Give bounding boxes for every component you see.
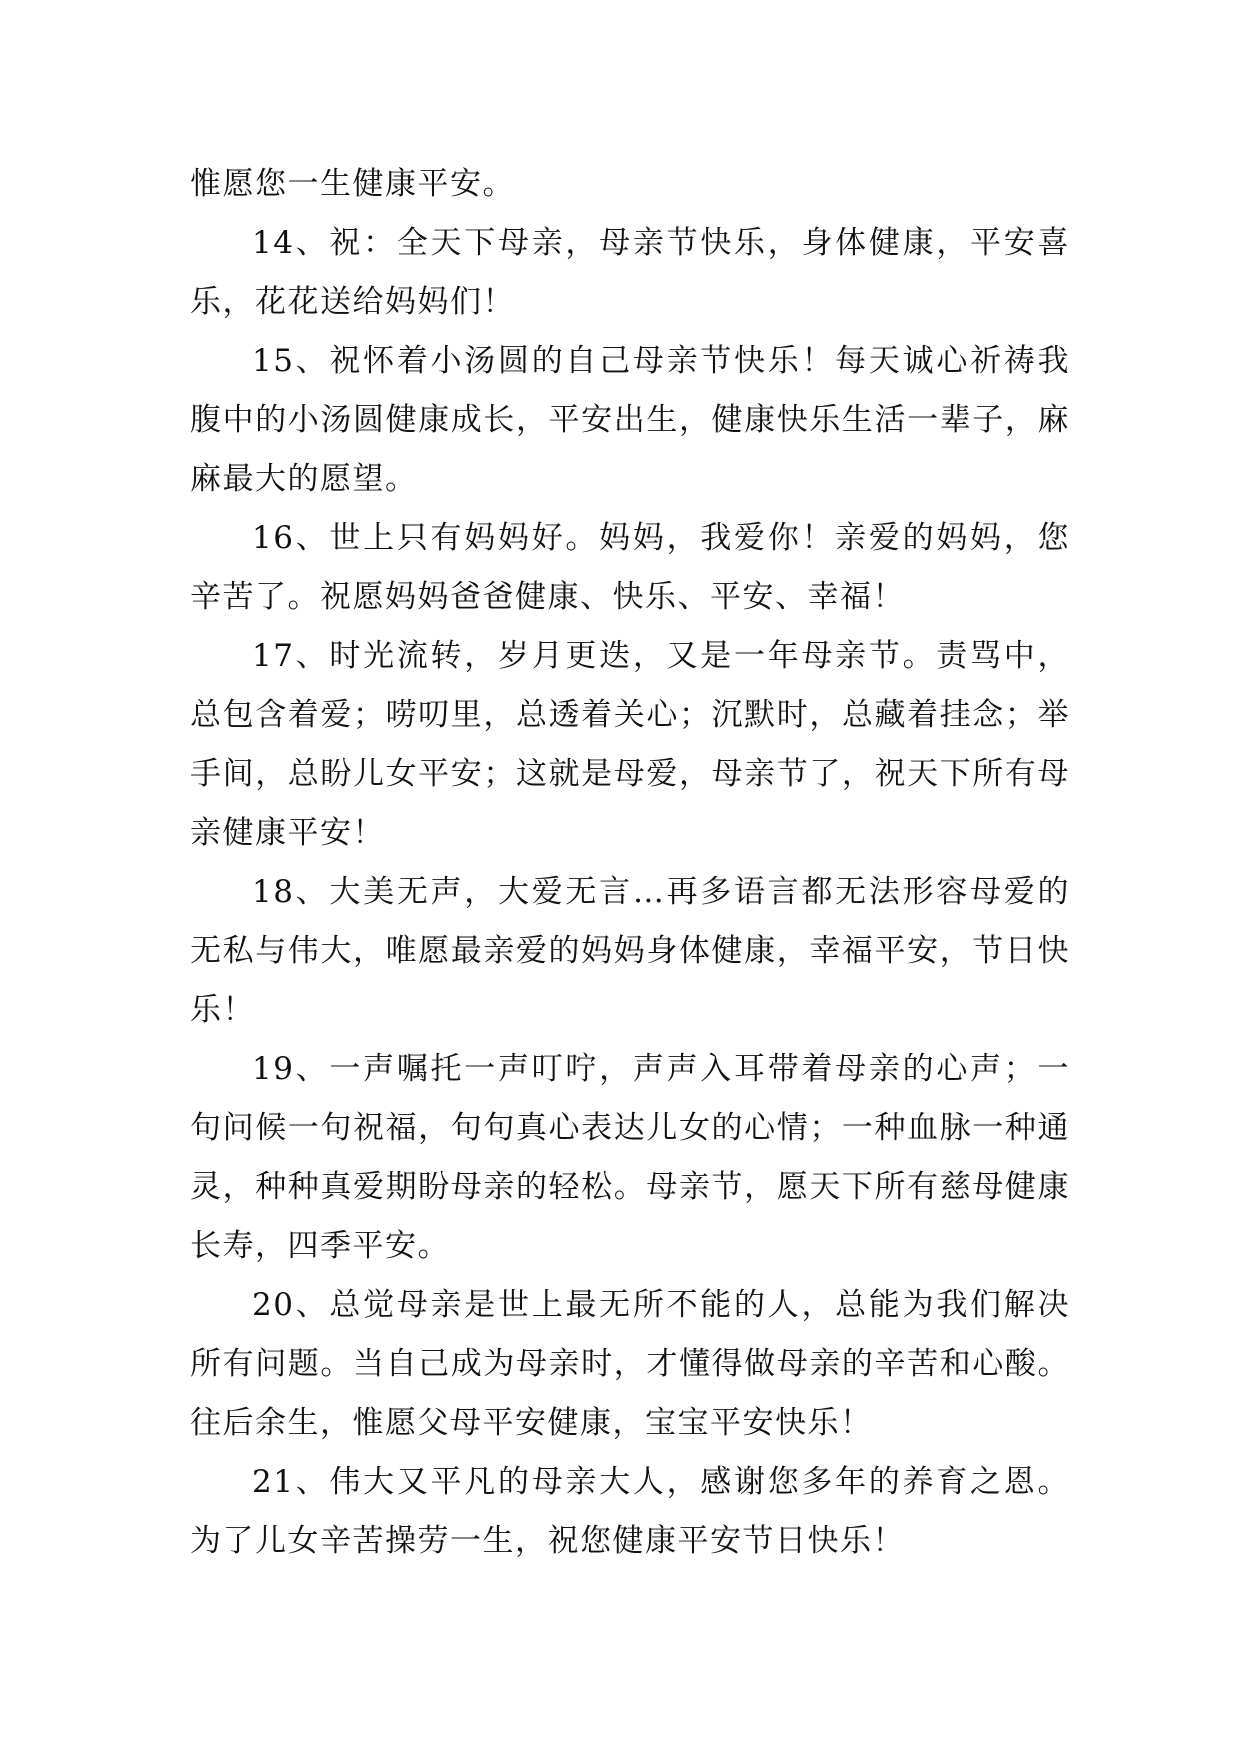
paragraph-item-15: 15、祝怀着小汤圆的自己母亲节快乐！每天诚心祈祷我腹中的小汤圆健康成长，平安出生，健康快乐生活一辈子，麻麻最大的愿望。	[190, 343, 1070, 497]
paragraph-item-16: 16、世上只有妈妈好。妈妈，我爱你！亲爱的妈妈，您辛苦了。祝愿妈妈爸爸健康、快乐、平安、幸福！	[190, 520, 1070, 615]
document-body	[190, 155, 1070, 1571]
paragraph-item-17: 17、时光流转，岁月更迭，又是一年母亲节。责骂中，总包含着爱；唠叨里，总透着关心；沉默时，总藏着挂念；举手间，总盼儿女平安；这就是母爱，母亲节了，祝天下所有母亲健康平安！	[190, 638, 1070, 851]
paragraph-item-18: 18、大美无声，大爱无言…再多语言都无法形容母爱的无私与伟大，唯愿最亲爱的妈妈身体健康，幸福平安，节日快乐！	[190, 874, 1070, 1028]
paragraph-item-19: 19、一声嘱托一声叮咛，声声入耳带着母亲的心声；一句问候一句祝福，句句真心表达儿女的心情；一种血脉一种通灵，种种真爱期盼母亲的轻松。母亲节，愿天下所有慈母健康长寿，四季平安。	[190, 1051, 1070, 1264]
paragraph-item-20: 20、总觉母亲是世上最无所不能的人，总能为我们解决所有问题。当自己成为母亲时，才懂得做母亲的辛苦和心酸。往后余生，惟愿父母平安健康，宝宝平安快乐！	[190, 1287, 1070, 1441]
paragraph-continuation: 惟愿您一生健康平安。	[190, 166, 515, 202]
paragraph-item-14: 14、祝：全天下母亲，母亲节快乐，身体健康，平安喜乐，花花送给妈妈们！	[190, 225, 1070, 320]
paragraph-item-21: 21、伟大又平凡的母亲大人，感谢您多年的养育之恩。为了儿女辛苦操劳一生，祝您健康平安节日快乐！	[190, 1464, 1070, 1559]
